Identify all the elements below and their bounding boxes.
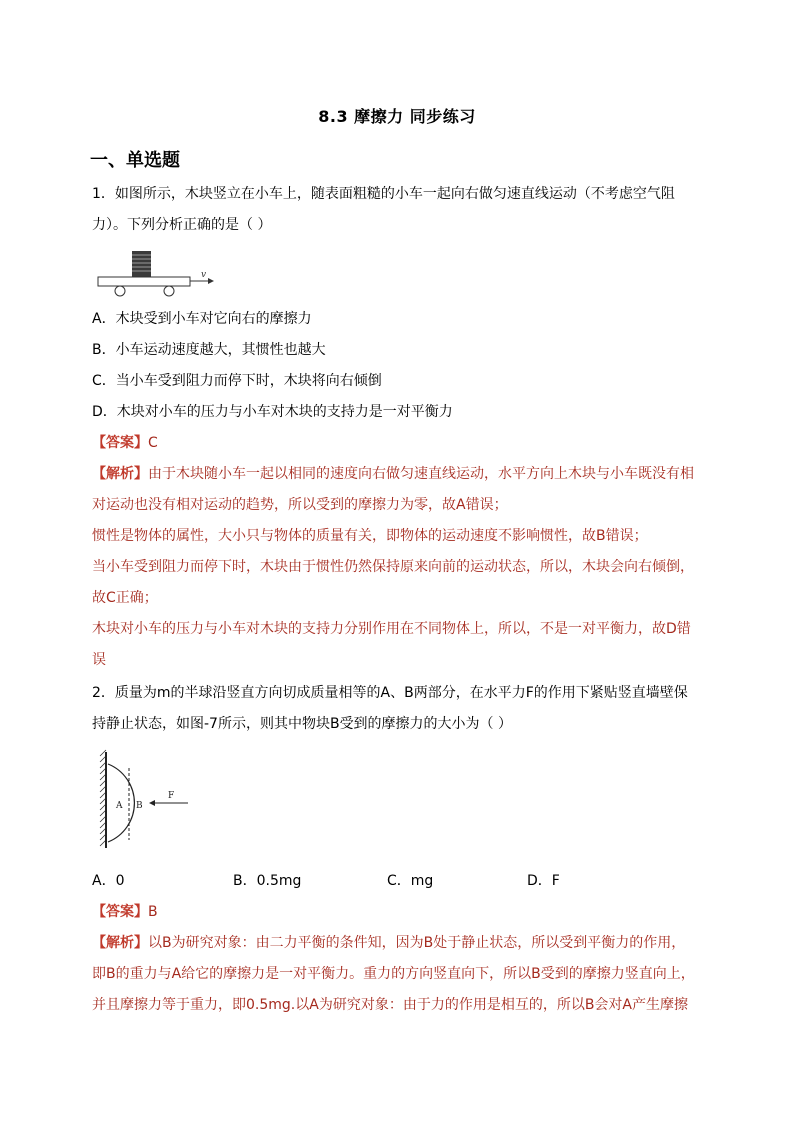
q2-option-a: A．0 <box>92 873 125 889</box>
section-heading: 一、单选题 <box>90 150 180 171</box>
q2-answer <box>92 902 704 922</box>
q1-analysis-line-7: 误 <box>92 652 106 668</box>
q2-answer-label: 【答案】 <box>92 904 148 920</box>
q1-stem-line-2: 力）。下列分析正确的是（ ） <box>92 217 272 233</box>
force-arrowhead <box>149 800 155 806</box>
part-a-label: A <box>116 801 123 811</box>
q1-stem-line-1: 1．如图所示，木块竖立在小车上，随表面粗糙的小车一起向右做匀速直线运动（不考虑空气阻 <box>92 186 675 202</box>
page-title: 8.3 摩擦力 同步练习 <box>318 107 476 126</box>
q1-analysis-line-4: 当小车受到阻力而停下时，木块由于惯性仍然保持原来向前的运动状态，所以，木块会向右倾倒， <box>92 559 694 575</box>
cart-body <box>98 277 190 286</box>
q2-analysis-text-1: 以B为研究对象：由二力平衡的条件知，因为B处于静止状态，所以受到平衡力的作用， <box>148 935 686 951</box>
q1-analysis-label: 【解析】 <box>92 466 148 482</box>
q1-option-c: C．当小车受到阻力而停下时，木块将向右倾倒 <box>92 373 382 389</box>
q1-option-a: A．木块受到小车对它向右的摩擦力 <box>92 311 312 327</box>
velocity-label: v <box>201 270 207 280</box>
q1-analysis-line-5: 故C正确； <box>92 590 158 606</box>
velocity-arrowhead <box>208 278 214 284</box>
cart-wheel-left <box>115 286 125 296</box>
q1-answer-label: 【答案】 <box>92 435 148 451</box>
q2-option-b: B．0.5mg <box>233 873 302 889</box>
q1-analysis-line-1 <box>92 464 704 484</box>
q1-option-d: D．木块对小车的压力与小车对木块的支持力是一对平衡力 <box>92 404 453 420</box>
part-b-label: B <box>136 801 143 811</box>
q1-analysis-line-6: 木块对小车的压力与小车对木块的支持力分别作用在不同物体上，所以，不是一对平衡力，故D错 <box>92 621 691 637</box>
q2-stem-line-1: 2．质量为m的半球沿竖直方向切成质量相等的A、B两部分，在水平力F的作用下紧贴竖直墙壁保 <box>92 685 688 701</box>
q1-cart-figure <box>96 250 226 300</box>
q2-analysis-line-1 <box>92 933 704 953</box>
q1-answer <box>92 433 704 453</box>
q2-option-c: C．mg <box>387 873 434 889</box>
wooden-block <box>132 251 151 277</box>
q2-stem-line-2: 持静止状态，如图-7所示，则其中物块B受到的摩擦力的大小为（ ） <box>92 716 513 732</box>
q1-answer-value: C <box>148 435 158 451</box>
q2-hemisphere-figure <box>92 752 202 850</box>
q2-answer-value: B <box>148 904 158 920</box>
q1-analysis-line-3: 惯性是物体的属性，大小只与物体的质量有关，即物体的运动速度不影响惯性，故B错误； <box>92 528 648 544</box>
q1-option-b: B．小车运动速度越大，其惯性也越大 <box>92 342 326 358</box>
q2-analysis-line-3: 并且摩擦力等于重力，即0.5mg.以A为研究对象：由于力的作用是相互的，所以B会对A产生摩擦 <box>92 997 688 1013</box>
q1-analysis-text-1: 由于木块随小车一起以相同的速度向右做匀速直线运动，水平方向上木块与小车既没有相 <box>148 466 694 482</box>
q2-option-d: D．F <box>527 873 560 889</box>
cart-wheel-right <box>164 286 174 296</box>
force-label: F <box>168 791 175 801</box>
q2-analysis-line-2: 即B的重力与A给它的摩擦力是一对平衡力。重力的方向竖直向下，所以B受到的摩擦力竖直向上， <box>92 966 695 982</box>
q2-analysis-label: 【解析】 <box>92 935 148 951</box>
q1-analysis-line-2: 对运动也没有相对运动的趋势，所以受到的摩擦力为零，故A错误； <box>92 497 508 513</box>
